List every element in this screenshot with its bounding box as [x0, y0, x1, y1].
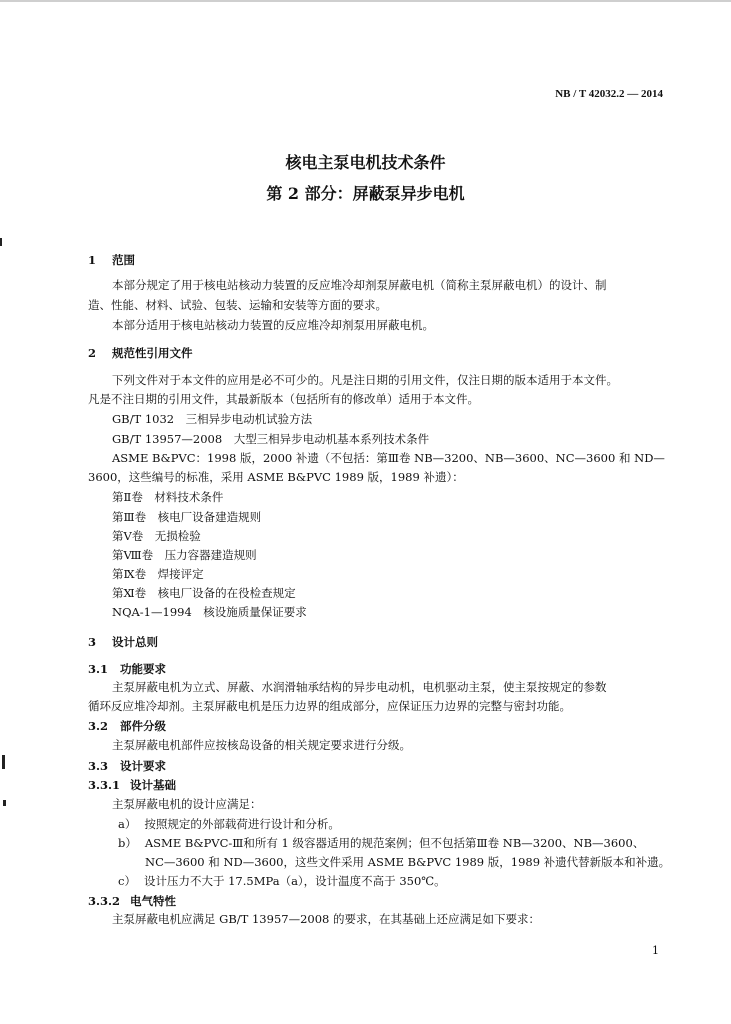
subsection-title: 设计基础 [130, 778, 177, 792]
section-number: 1 [88, 253, 97, 267]
section-1-heading [88, 252, 135, 268]
scan-top-edge [0, 0, 731, 2]
volume-item: 第Ⅲ卷 核电厂设备建造规则 [112, 510, 262, 524]
volume-item: 第Ⅴ卷 无损检验 [112, 529, 201, 543]
paragraph-line: 凡是不注日期的引用文件，其最新版本（包括所有的修改单）适用于本文件。 [88, 392, 479, 406]
list-item-c [118, 873, 446, 889]
subsection-number: 3.2 [88, 719, 109, 733]
list-marker: b） [118, 836, 137, 850]
reference-item: ASME B&PVC：1998 版，2000 补遗（不包括：第Ⅲ卷 NB—3200、NB—3600、NC—3600 和 ND— [112, 451, 665, 465]
volume-item: 第Ⅺ卷 核电厂设备的在役检查规定 [112, 586, 296, 600]
paragraph-line: 主泵屏蔽电机为立式、屏蔽、水润滑轴承结构的异步电动机，电机驱动主泵，使主泵按规定的参数 [112, 680, 607, 694]
paragraph-line: 主泵屏蔽电机应满足 GB/T 13957—2008 的要求，在其基础上还应满足如下要求： [112, 912, 540, 926]
section-2-heading [88, 345, 193, 361]
paragraph-line: 循环反应堆冷却剂。主泵屏蔽电机是压力边界的组成部分，应保证压力边界的完整与密封功能。 [88, 699, 571, 713]
section-number: 2 [88, 346, 97, 360]
section-title: 范围 [112, 253, 136, 267]
reference-item: 3600，这些编号的标准，采用 ASME B&PVC 1989 版，1989 补遗）： [88, 470, 464, 484]
scan-margin-mark [3, 800, 6, 806]
list-marker: c） [118, 874, 136, 888]
subsection-number: 3.3 [88, 759, 109, 773]
paragraph-line: 本部分适用于核电站核动力装置的反应堆冷却剂泵用屏蔽电机。 [112, 318, 434, 332]
subsection-number: 3.3.1 [88, 778, 121, 792]
section-title: 规范性引用文件 [112, 346, 193, 360]
paragraph-line: 造、性能、材料、试验、包装、运输和安装等方面的要求。 [88, 298, 387, 312]
subsection-3-3-1-heading [88, 777, 176, 793]
volume-item: 第Ⅷ卷 压力容器建造规则 [112, 548, 257, 562]
reference-item: NQA-1—1994 核设施质量保证要求 [112, 605, 307, 619]
reference-item: GB/T 13957—2008 大型三相异步电动机基本系列技术条件 [112, 432, 430, 446]
subsection-3-1-heading [88, 661, 166, 677]
section-number: 3 [88, 635, 97, 649]
document-title-line2: 第 2 部分：屏蔽泵异步电机 [266, 184, 465, 203]
list-item-b [118, 835, 644, 851]
list-text: 按照规定的外部载荷进行设计和分析。 [144, 817, 340, 831]
subsection-title: 功能要求 [120, 662, 167, 676]
subsection-3-3-heading [88, 758, 166, 774]
volume-item: 第Ⅱ卷 材料技术条件 [112, 490, 224, 504]
subsection-number: 3.3.2 [88, 894, 121, 908]
document-title-line1: 核电主泵电机技术条件 [285, 153, 446, 172]
section-3-heading [88, 634, 158, 650]
paragraph-line: 主泵屏蔽电机部件应按核岛设备的相关规定要求进行分级。 [112, 738, 411, 752]
subsection-title: 设计要求 [120, 759, 167, 773]
list-item-a [118, 816, 340, 832]
subsection-number: 3.1 [88, 662, 109, 676]
subsection-title: 部件分级 [120, 719, 167, 733]
subsection-title: 电气特性 [130, 894, 177, 908]
subsection-3-2-heading [88, 718, 166, 734]
standard-code: NB / T 42032.2 — 2014 [555, 88, 663, 100]
section-title: 设计总则 [112, 635, 159, 649]
reference-item: GB/T 1032 三相异步电动机试验方法 [112, 412, 313, 426]
list-text: ASME B&PVC-Ⅲ和所有 1 级容器适用的规范案例；但不包括第Ⅲ卷 NB—3200、NB—3600、 [144, 836, 645, 850]
paragraph-line: 下列文件对于本文件的应用是必不可少的。凡是注日期的引用文件，仅注日期的版本适用于本文件。 [112, 373, 618, 387]
list-item-b-continued: NC—3600 和 ND—3600，这些文件采用 ASME B&PVC 1989 版，1989 补遗代替新版本和补遗。 [145, 855, 671, 869]
page-number: 1 [652, 944, 659, 957]
list-text: 设计压力不大于 17.5MPa（a），设计温度不高于 350℃。 [143, 874, 446, 888]
paragraph-line: 主泵屏蔽电机的设计应满足： [112, 797, 262, 811]
scan-margin-mark [0, 238, 2, 246]
scan-margin-mark [2, 755, 5, 769]
paragraph-line: 本部分规定了用于核电站核动力装置的反应堆冷却剂泵屏蔽电机（简称主泵屏蔽电机）的设计、制 [112, 278, 607, 292]
subsection-3-3-2-heading [88, 893, 176, 909]
volume-item: 第Ⅸ卷 焊接评定 [112, 567, 204, 581]
list-marker: a） [118, 817, 137, 831]
